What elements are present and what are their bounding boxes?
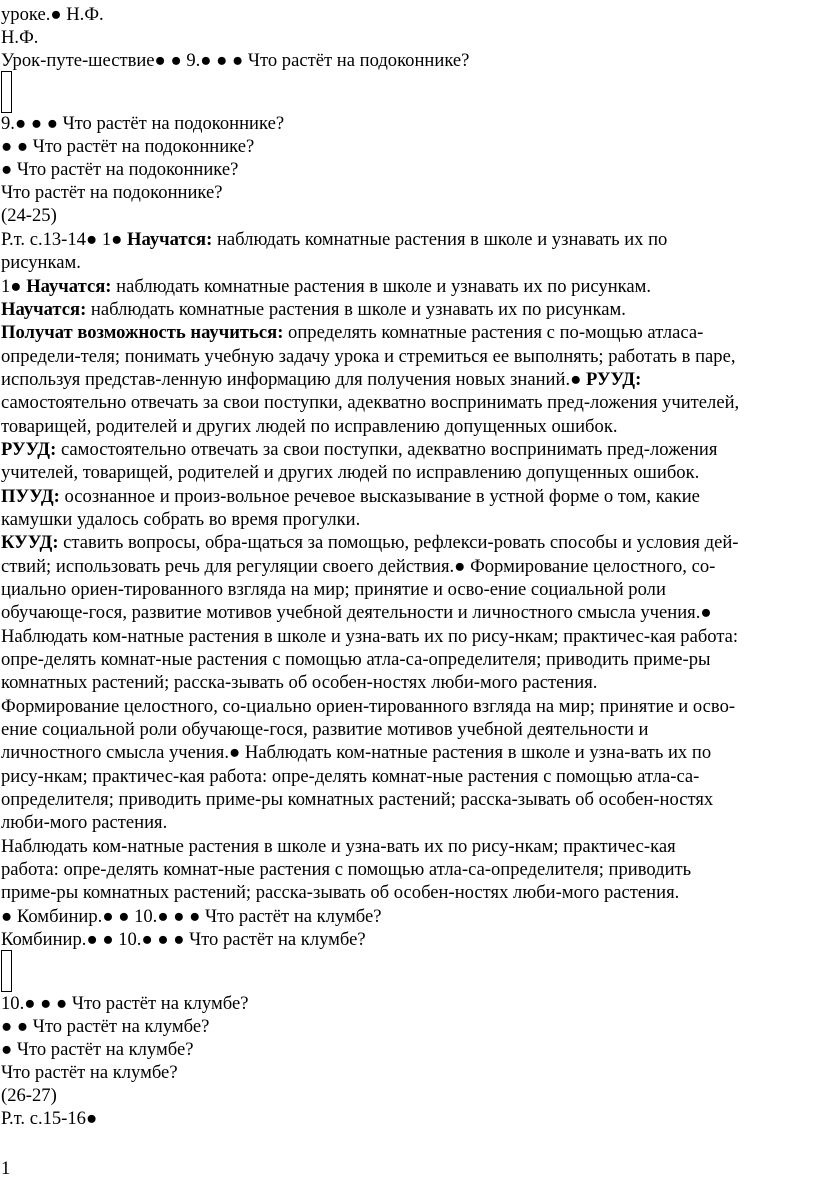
text-line: обучающе-гося, развитие мотивов учебной деятельности и личностного смысла учения.● [1,602,712,623]
text-line: Комбинир.● ● 10.● ● ● Что растёт на клумбе? [1,929,366,950]
empty-table-cell [1,950,12,992]
text-line: Р.т. с.13-14● 1● Научатся: наблюдать комнатные растения в школе и узнавать их по [1,229,668,250]
text-line: камушки удалось собрать во время прогулки. [1,509,361,530]
text-line: КУУД: ставить вопросы, обра-щаться за помощью, рефлекси-ровать способы и условия дей- [1,532,739,553]
text-line: Что растёт на клумбе? [1,1062,178,1083]
text-line: Урок-путе-шествие● ● 9.● ● ● Что растёт на подоконнике? [1,50,470,71]
text-line: ● Комбинир.● ● 10.● ● ● Что растёт на клумбе? [1,906,382,927]
text-line: ● Что растёт на подоконнике? [1,159,239,180]
text-line: 9.● ● ● Что растёт на подоконнике? [1,113,285,134]
text-line: работа: опре-делять комнат-ные растения с помощью атла-са-определителя; приводить [1,859,692,880]
text-line: Получат возможность научиться: определять комнатные растения с по-мощью атласа- [1,322,704,343]
text-line: Р.т. с.15-16● [1,1108,98,1129]
text-line: Н.Ф. [1,27,39,48]
text-line: определителя; приводить приме-ры комнатных растений; расска-зывать об особен-ностях [1,789,714,810]
text-line: учителей, товарищей, родителей и других людей по исправлению допущенных ошибок. [1,462,700,483]
text-line: (26-27) [1,1085,57,1106]
text-line: уроке.● Н.Ф. [1,4,104,25]
text-line: РУУД: самостоятельно отвечать за свои поступки, адекватно воспринимать пред-ложения [1,439,718,460]
text-line: Научатся: наблюдать комнатные растения в школе и узнавать их по рисункам. [1,299,626,320]
text-line: ПУУД: осознанное и произ-вольное речевое высказывание в устной форме о том, какие [1,486,700,507]
text-line: рису-нкам; практичес-кая работа: опре-делять комнат-ные растения с помощью атла-са- [1,766,700,787]
text-line: 10.● ● ● Что растёт на клумбе? [1,993,249,1014]
empty-table-cell [1,71,12,113]
text-line: ● ● Что растёт на подоконнике? [1,136,255,157]
text-line: опре-делять комнат-ные растения с помощью атла-са-определителя; приводить приме-ры [1,649,711,670]
text-line: используя представ-ленную информацию для получения новых знаний.● РУУД: [1,369,642,390]
text-line: рисункам. [1,252,81,273]
text-line: циально ориен-тированного взгляда на мир; принятие и осво-ение социальной роли [1,579,666,600]
text-line: Формирование целостного, со-циально ориен-тированного взгляда на мир; принятие и осво- [1,696,736,717]
text-line: Что растёт на подоконнике? [1,182,223,203]
text-line: самостоятельно отвечать за свои поступки, адекватно воспринимать пред-ложения учителей, [1,392,740,413]
text-line: личностного смысла учения.● Наблюдать ком-натные растения в школе и узна-вать их по [1,742,712,763]
text-line: (24-25) [1,205,57,226]
text-line: 1● Научатся: наблюдать комнатные растения в школе и узнавать их по рисункам. [1,276,652,297]
text-line: ение социальной роли обучающе-гося, развитие мотивов учебной деятельности и [1,719,649,740]
text-line: приме-ры комнатных растений; расска-зывать об особен-ностях люби-мого растения. [1,882,680,903]
text-line: ● ● Что растёт на клумбе? [1,1016,210,1037]
text-line: товарищей, родителей и других людей по исправлению допущенных ошибок. [1,416,618,437]
text-line: комнатных растений; расска-зывать об особен-ностях люби-мого растения. [1,672,598,693]
text-line: Наблюдать ком-натные растения в школе и узна-вать их по рису-нкам; практичес-кая работа: [1,626,739,647]
page-number: 1 [1,1158,11,1179]
text-line: определи-теля; понимать учебную задачу урока и стремиться ее выполнять; работать в паре, [1,346,736,367]
text-line: ● Что растёт на клумбе? [1,1039,194,1060]
text-line: люби-мого растения. [1,812,168,833]
text-line: Наблюдать ком-натные растения в школе и узна-вать их по рису-нкам; практичес-кая [1,836,676,857]
text-line: ствий; использовать речь для регуляции своего действия.● Формирование целостного, со- [1,556,716,577]
